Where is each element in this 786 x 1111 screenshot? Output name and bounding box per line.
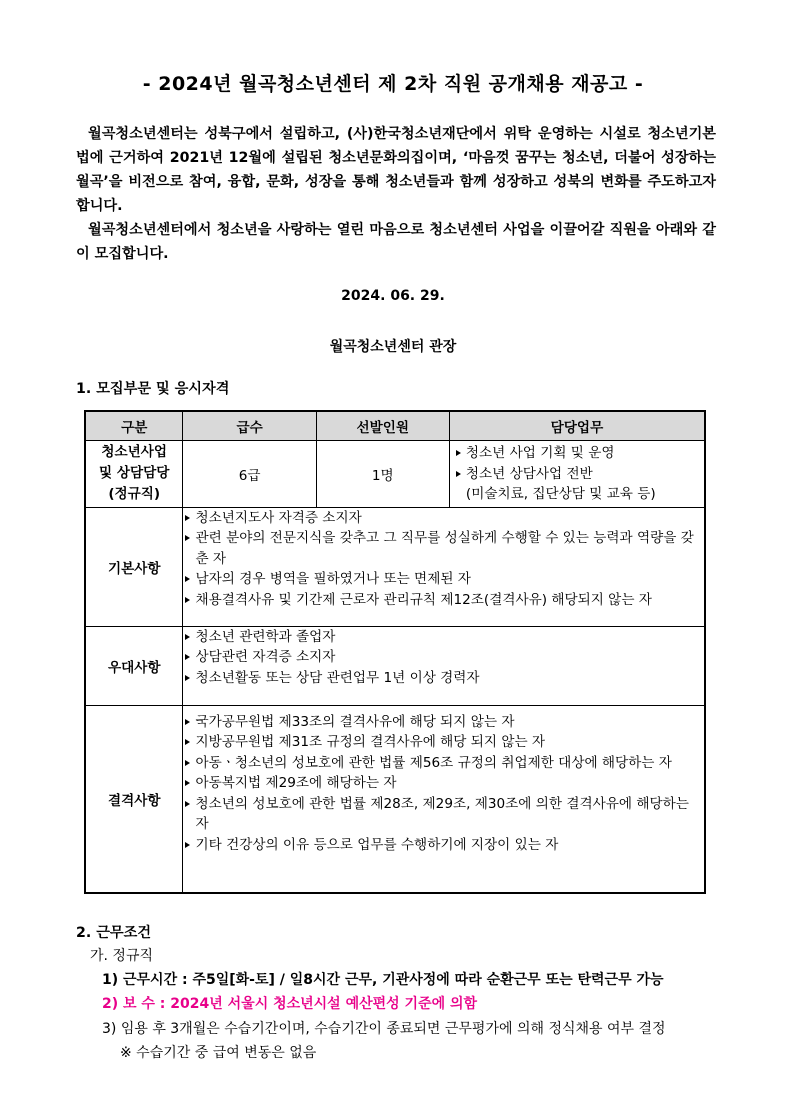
preferred-label: 우대사항 — [85, 626, 183, 705]
table-header-row — [85, 411, 705, 441]
list-item: 관련 분야의 전문지식을 갖추고 그 직무를 성실하게 수행할 수 있는 능력과 역량을 갖춘 자 — [183, 528, 704, 569]
duty-item: 청소년 상담사업 전반 — [454, 464, 698, 485]
position-duties — [449, 441, 705, 508]
table-row-basic — [85, 507, 705, 626]
intro-paragraph-1: 월곡청소년센터는 성북구에서 설립하고, (사)한국청소년재단에서 위탁 운영하는 시설로 청소년기본법에 근거하여 2021년 12월에 설립된 청소년문화의집이며, ‘마음껏 꿈꾸는 청소년, 더불어 성장하는 월곡’을 비전으로 참여, 융합, 문화, 성장을 통해 청소년들과 함께 성장하고 성북의 변화를 주도하고자 합니다. — [76, 126, 716, 214]
section-2-subheading: 가. 정규직 — [90, 948, 153, 964]
list-item: 청소년 관련학과 졸업자 — [183, 627, 704, 648]
basic-items — [183, 507, 705, 626]
duty-note: (미술치료, 집단상담 및 교육 등) — [465, 486, 656, 502]
probation-note: ※ 수습기간 중 급여 변동은 없음 — [120, 1045, 317, 1061]
list-item: 국가공무원법 제33조의 결격사유에 해당 되지 않는 자 — [183, 712, 704, 733]
list-item: 채용결격사유 및 기간제 근로자 관리규칙 제12조(결격사유) 해당되지 않는 자 — [183, 590, 704, 611]
table-row-preferred — [85, 626, 705, 705]
work-hours: 1) 근무시간 : 주5일[화-토] / 일8시간 근무, 기관사정에 따라 순환근무 또는 탄력근무 가능 — [102, 972, 664, 988]
table-row-position — [85, 441, 705, 508]
table-row-disqualify — [85, 705, 705, 893]
list-item: 청소년의 성보호에 관한 법률 제28조, 제29조, 제30조에 의한 결격사유에 해당하는 자 — [183, 794, 704, 835]
announcement-date: 2024. 06. 29. — [341, 288, 445, 304]
basic-label: 기본사항 — [85, 507, 183, 626]
list-item: 기타 건강상의 이유 등으로 업무를 수행하기에 지장이 있는 자 — [183, 835, 704, 856]
list-item: 남자의 경우 병역을 필하였거나 또는 면제된 자 — [183, 569, 704, 590]
header-category: 구분 — [85, 411, 183, 441]
section-2-heading: 2. 근무조건 — [76, 925, 152, 941]
document-title: - 2024년 월곡청소년센터 제 2차 직원 공개채용 재공고 - — [142, 73, 644, 95]
disqualify-items — [183, 705, 705, 893]
organization-signature: 월곡청소년센터 관장 — [329, 339, 457, 355]
section-1-heading: 1. 모집부문 및 응시자격 — [76, 381, 230, 397]
duty-item: 청소년 사업 기획 및 운영 — [454, 443, 698, 464]
position-category: 청소년사업 및 상담담당 (정규직) — [85, 441, 183, 508]
position-count: 1명 — [316, 441, 449, 508]
header-grade: 급수 — [183, 411, 316, 441]
position-grade: 6급 — [183, 441, 316, 508]
intro-text — [76, 122, 716, 266]
recruitment-table — [84, 410, 706, 894]
list-item: 청소년활동 또는 상담 관련업무 1년 이상 경력자 — [183, 668, 704, 689]
salary: 2) 보 수 : 2024년 서울시 청소년시설 예산편성 기준에 의함 — [102, 996, 478, 1012]
list-item: 상담관련 자격증 소지자 — [183, 647, 704, 668]
list-item: 아동ㆍ청소년의 성보호에 관한 법률 제56조 규정의 취업제한 대상에 해당하는 자 — [183, 753, 704, 774]
header-count: 선발인원 — [316, 411, 449, 441]
probation: 3) 임용 후 3개월은 수습기간이며, 수습기간이 종료되면 근무평가에 의해 정식채용 여부 결정 — [102, 1021, 666, 1037]
disqualify-label: 결격사항 — [85, 705, 183, 893]
list-item: 아동복지법 제29조에 해당하는 자 — [183, 773, 704, 794]
header-duties: 담당업무 — [449, 411, 705, 441]
preferred-items — [183, 626, 705, 705]
list-item: 지방공무원법 제31조 규정의 결격사유에 해당 되지 않는 자 — [183, 732, 704, 753]
list-item: 청소년지도사 자격증 소지자 — [183, 508, 704, 529]
intro-paragraph-2: 월곡청소년센터에서 청소년을 사랑하는 열린 마음으로 청소년센터 사업을 이끌어갈 직원을 아래와 같이 모집합니다. — [76, 222, 716, 262]
